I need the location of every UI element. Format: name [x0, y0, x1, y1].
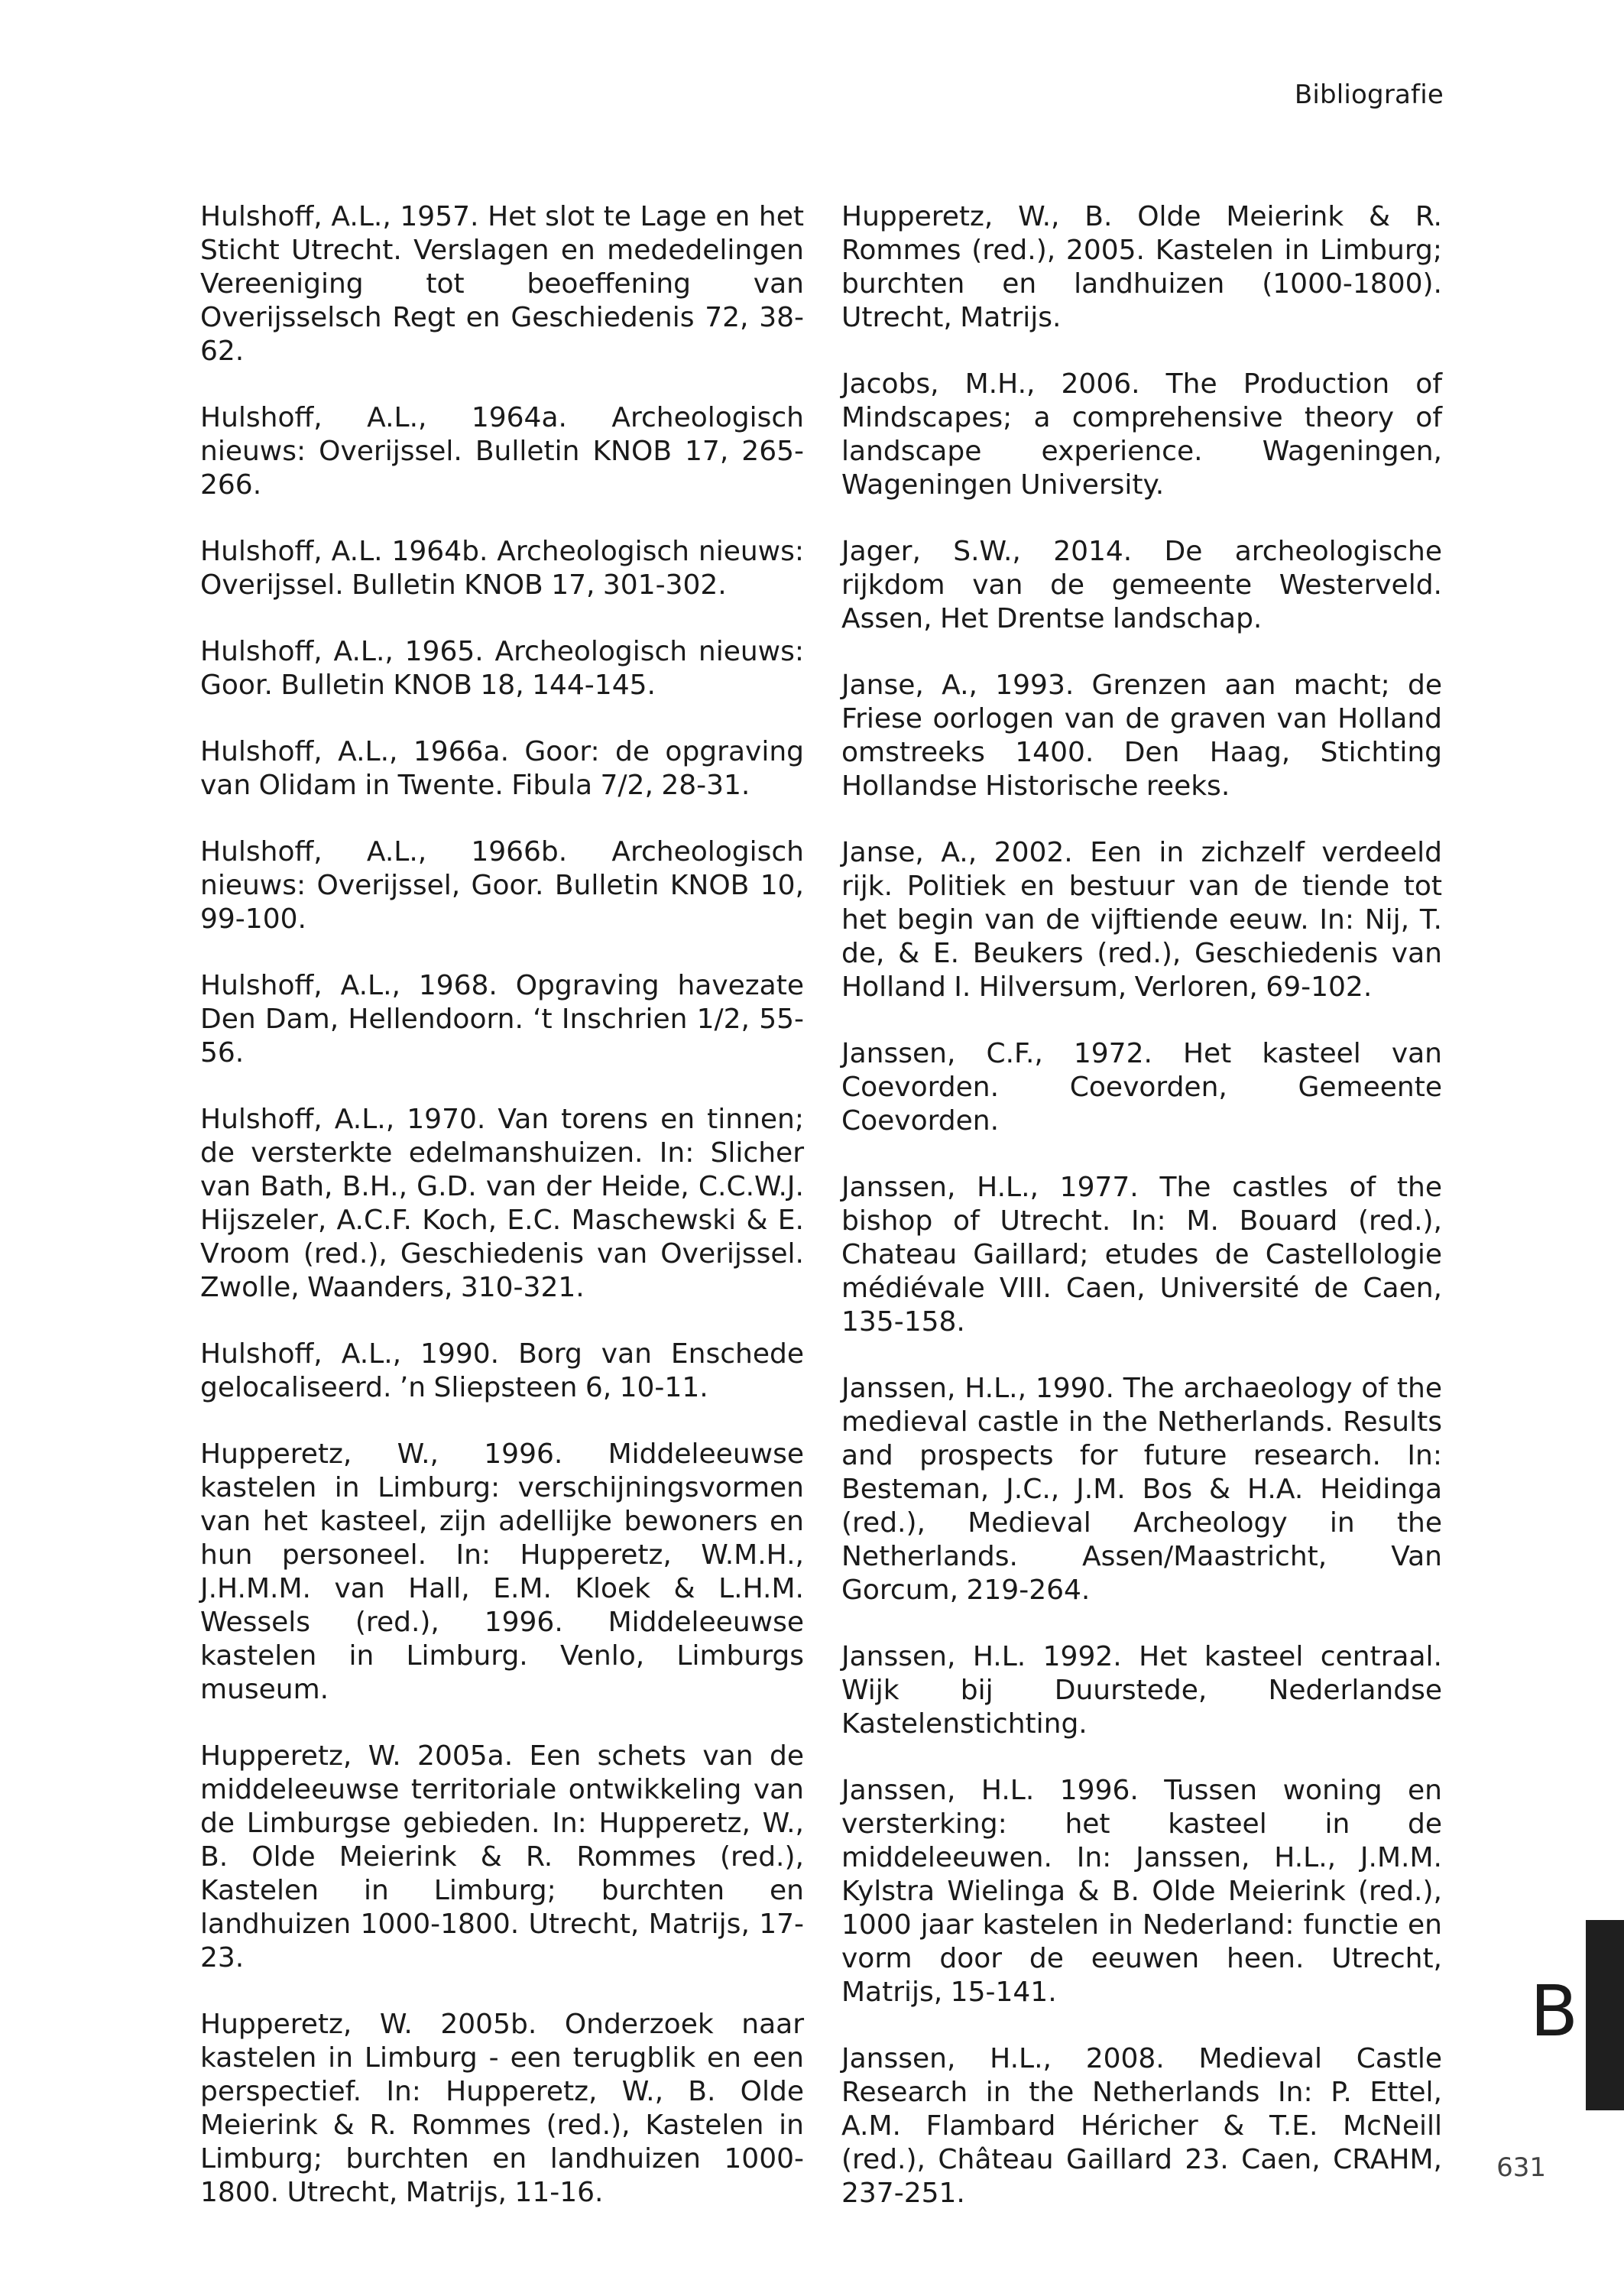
- bibliography-entry: Hupperetz, W. 2005a. Een schets van de middeleeuwse territoriale ontwikkeling van de Limburgse gebieden. In: Hupperetz, W., B. Olde Meierink & R. Rommes (red.), Kastelen in Limburg; burchten en landhuizen 1000-1800. Utrecht, Matrijs, 17-23.: [200, 1740, 804, 1974]
- bibliography-entry: Jacobs, M.H., 2006. The Production of Mindscapes; a comprehensive theory of landscape experience. Wageningen, Wageningen University.: [841, 368, 1442, 501]
- bibliography-entry: Janssen, H.L. 1992. Het kasteel centraal. Wijk bij Duurstede, Nederlandse Kastelenstichting.: [841, 1641, 1442, 1740]
- bibliography-entry: Janssen, H.L. 1996. Tussen woning en versterking: het kasteel in de middeleeuwen. In: Janssen, H.L., J.M.M. Kylstra Wielinga & B. Olde Meierink (red.), 1000 jaar kastelen in Nederland: functie en vorm door de eeuwen heen. Utrecht, Matrijs, 15-141.: [841, 1775, 1442, 2008]
- bibliography-entry: Hupperetz, W. 2005b. Onderzoek naar kastelen in Limburg - een terugblik en een perspectief. In: Hupperetz, W., B. Olde Meierink & R. Rommes (red.), Kastelen in Limburg; burchten en landhuizen 1000-1800. Utrecht, Matrijs, 11-16.: [200, 2009, 804, 2208]
- bibliography-entry: Hulshoff, A.L., 1965. Archeologisch nieuws: Goor. Bulletin KNOB 18, 144-145.: [200, 636, 804, 701]
- bibliography-entry: Hulshoff, A.L., 1970. Van torens en tinnen; de versterkte edelmanshuizen. In: Slicher van Bath, B.H., G.D. van der Heide, C.C.W.J. Hijszeler, A.C.F. Koch, E.C. Maschewski & E. Vroom (red.), Geschiedenis van Overijssel. Zwolle, Waanders, 310-321.: [200, 1104, 804, 1303]
- bibliography-entry: Janssen, H.L., 1990. The archaeology of the medieval castle in the Netherlands. Results and prospects for future research. In: Besteman, J.C., J.M. Bos & H.A. Heidinga (red.), Medieval Archeology in the Netherlands. Assen/Maastricht, Van Gorcum, 219-264.: [841, 1373, 1442, 1606]
- bibliography-entry: Hulshoff, A.L., 1968. Opgraving havezate Den Dam, Hellendoorn. ‘t Inschrien 1/2, 55-56.: [200, 970, 804, 1069]
- bibliography-entry: Hulshoff, A.L., 1957. Het slot te Lage en het Sticht Utrecht. Verslagen en mededelingen Vereeniging tot beoeffening van Overijsselsch Regt en Geschiedenis 72, 38-62.: [200, 201, 804, 367]
- bibliography-entry: Hulshoff, A.L., 1964a. Archeologisch nieuws: Overijssel. Bulletin KNOB 17, 265-266.: [200, 402, 804, 501]
- bibliography-entry: Hupperetz, W., 1996. Middeleeuwse kastelen in Limburg: verschijningsvormen van het kasteel, zijn adellijke bewoners en hun personeel. In: Hupperetz, W.M.H., J.H.M.M. van Hall, E.M. Kloek & L.H.M. Wessels (red.), 1996. Middeleeuwse kastelen in Limburg. Venlo, Limburgs museum.: [200, 1438, 804, 1705]
- running-header-title: Bibliografie: [1294, 79, 1444, 110]
- section-letter: B: [1530, 1970, 1579, 2052]
- bibliography-entry: Janssen, H.L., 2008. Medieval Castle Research in the Netherlands In: P. Ettel, A.M. Flambard Héricher & T.E. McNeill (red.), Château Gaillard 23. Caen, CRAHM, 237-251.: [841, 2043, 1442, 2209]
- bibliography-right-column: [841, 200, 1442, 2243]
- bibliography-entry: Jager, S.W., 2014. De archeologische rijkdom van de gemeente Westerveld. Assen, Het Drentse landschap.: [841, 536, 1442, 634]
- bibliography-entry: Hulshoff, A.L. 1964b. Archeologisch nieuws: Overijssel. Bulletin KNOB 17, 301-302.: [200, 536, 804, 601]
- bibliography-left-column: [200, 200, 804, 2243]
- section-tab-bar: [1586, 1920, 1624, 2110]
- bibliography-entry: Hupperetz, W., B. Olde Meierink & R. Rommes (red.), 2005. Kastelen in Limburg; burchten en landhuizen (1000-1800). Utrecht, Matrijs.: [841, 201, 1442, 333]
- bibliography-entry: Janssen, C.F., 1972. Het kasteel van Coevorden. Coevorden, Gemeente Coevorden.: [841, 1038, 1442, 1137]
- bibliography-entry: Hulshoff, A.L., 1966b. Archeologisch nieuws: Overijssel, Goor. Bulletin KNOB 10, 99-100.: [200, 836, 804, 935]
- bibliography-entry: Hulshoff, A.L., 1990. Borg van Enschede gelocaliseerd. ’n Sliepsteen 6, 10-11.: [200, 1338, 804, 1403]
- bibliography-entry: Janssen, H.L., 1977. The castles of the bishop of Utrecht. In: M. Bouard (red.), Chateau Gaillard; etudes de Castellologie médiévale VIII. Caen, Université de Caen, 135-158.: [841, 1172, 1442, 1338]
- bibliography-entry: Janse, A., 1993. Grenzen aan macht; de Friese oorlogen van de graven van Holland omstreeks 1400. Den Haag, Stichting Hollandse Historische reeks.: [841, 670, 1442, 802]
- bibliography-entry: Hulshoff, A.L., 1966a. Goor: de opgraving van Olidam in Twente. Fibula 7/2, 28-31.: [200, 736, 804, 801]
- page-number: 631: [1496, 2152, 1546, 2183]
- bibliography-entry: Janse, A., 2002. Een in zichzelf verdeeld rijk. Politiek en bestuur van de tiende tot het begin van de vijftiende eeuw. In: Nij, T. de, & E. Beukers (red.), Geschiedenis van Holland I. Hilversum, Verloren, 69-102.: [841, 837, 1442, 1003]
